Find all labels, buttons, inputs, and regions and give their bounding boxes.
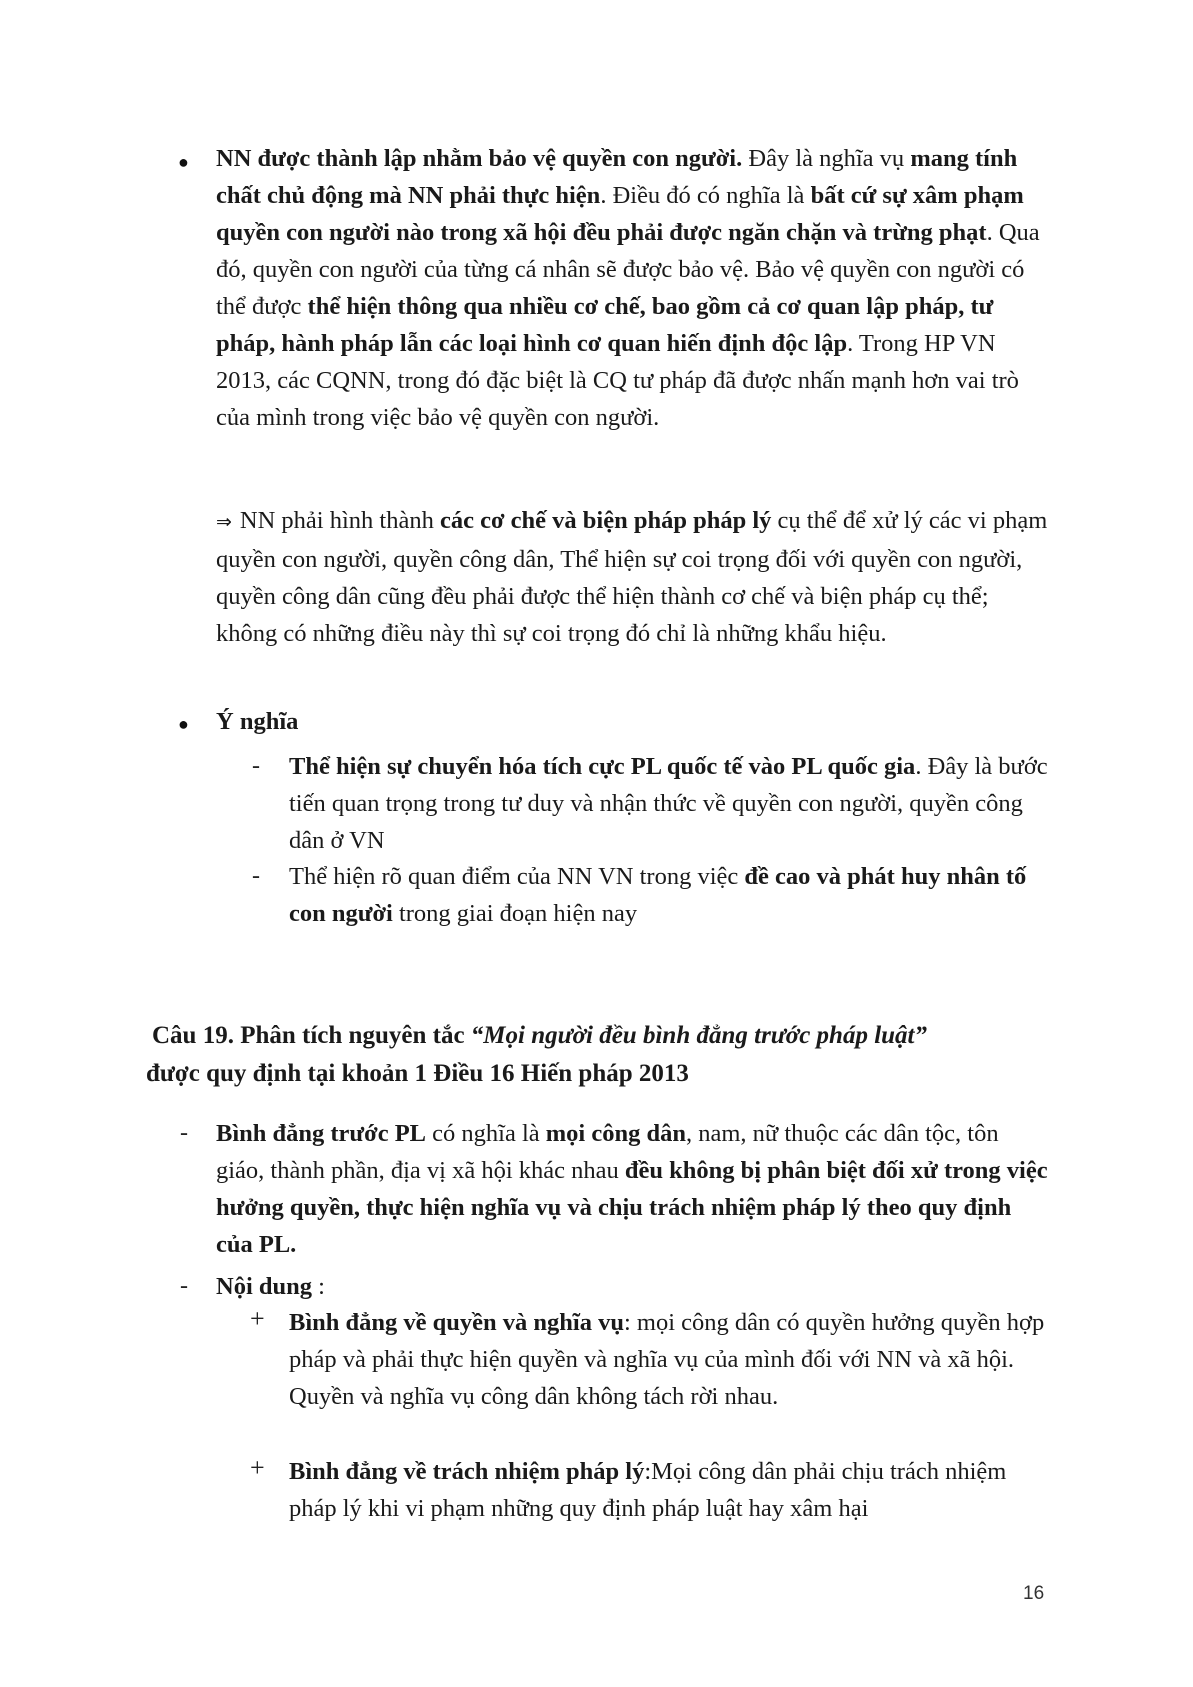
plus-icon: + (250, 1304, 265, 1333)
definition-binh-dang: Bình đẳng trước PL có nghĩa là mọi công dân, nam, nữ thuộc các dân tộc, tôn giáo, thành phần, địa vị xã hội khác nhau đều không bị phân biệt đối xử trong việc hưởng quyền, thực hiện nghĩa vụ và chịu trách nhiệm pháp lý theo quy định của PL. (216, 1120, 1048, 1258)
dash-icon: - (180, 1273, 188, 1299)
paragraph-nn-bao-ve: NN được thành lập nhằm bảo vệ quyền con người. Đây là nghĩa vụ mang tính chất chủ động mà NN phải thực hiện. Điều đó có nghĩa là bất cứ sự xâm phạm quyền con người nào trong xã hội đều phải được ngăn chặn và trừng phạt. Qua đó, quyền con người của từng cá nhân sẽ được bảo vệ. Bảo vệ quyền con người có thể được thể hiện thông qua nhiều cơ chế, bao gồm cả cơ quan lập pháp, tư pháp, hành pháp lẫn các loại hình cơ quan hiến định độc lập. Trong HP VN 2013, các CQNN, trong đó đặc biệt là CQ tư pháp đã được nhấn mạnh hơn vai trò của mình trong việc bảo vệ quyền con người. (216, 145, 1040, 431)
list-item-chuyen-hoa: Thể hiện sự chuyển hóa tích cực PL quốc tế vào PL quốc gia. Đây là bước tiến quan trọng trong tư duy và nhận thức về quyền con người, quyền công dân ở VN (289, 753, 1048, 854)
dash-icon: - (252, 863, 260, 889)
question-heading: Câu 19. Phân tích nguyên tắc “Mọi người đều bình đẳng trước pháp luật” được quy định tại khoản 1 Điều 16 Hiến pháp 2013 (146, 1022, 927, 1087)
page-number: 16 (1023, 1583, 1045, 1604)
paragraph-implication: ⇒ NN phải hình thành các cơ chế và biện pháp pháp lý cụ thể để xử lý các vi phạm quyền con người, quyền công dân, Thể hiện sự coi trọng đối với quyền con người, quyền công dân cũng đều phải được thể hiện thành cơ chế và biện pháp cụ thể; không có những điều này thì sự coi trọng đó chỉ là những khẩu hiệu. (216, 507, 1048, 647)
list-item-noi-dung: Nội dung : (216, 1273, 325, 1300)
bullet-icon: ● (178, 152, 189, 172)
list-item-quan-diem: Thể hiện rõ quan điểm của NN VN trong việc đề cao và phát huy nhân tố con người trong giai đoạn hiện nay (289, 863, 1027, 927)
bullet-icon: ● (178, 714, 189, 734)
section-title-y-nghia: Ý nghĩa (216, 708, 299, 735)
plus-icon: + (250, 1453, 265, 1482)
dash-icon: - (180, 1120, 188, 1146)
content-trach-nhiem: Bình đẳng về trách nhiệm pháp lý:Mọi công dân phải chịu trách nhiệm pháp lý khi vi phạm những quy định pháp luật hay xâm hại (289, 1458, 1007, 1522)
implies-arrow-icon: ⇒ (216, 511, 232, 533)
content-quyen-nghia-vu: Bình đẳng về quyền và nghĩa vụ: mọi công dân có quyền hưởng quyền hợp pháp và phải thực hiện quyền và nghĩa vụ của mình đối với NN và xã hội. Quyền và nghĩa vụ công dân không tách rời nhau. (289, 1309, 1045, 1410)
dash-icon: - (252, 753, 260, 779)
